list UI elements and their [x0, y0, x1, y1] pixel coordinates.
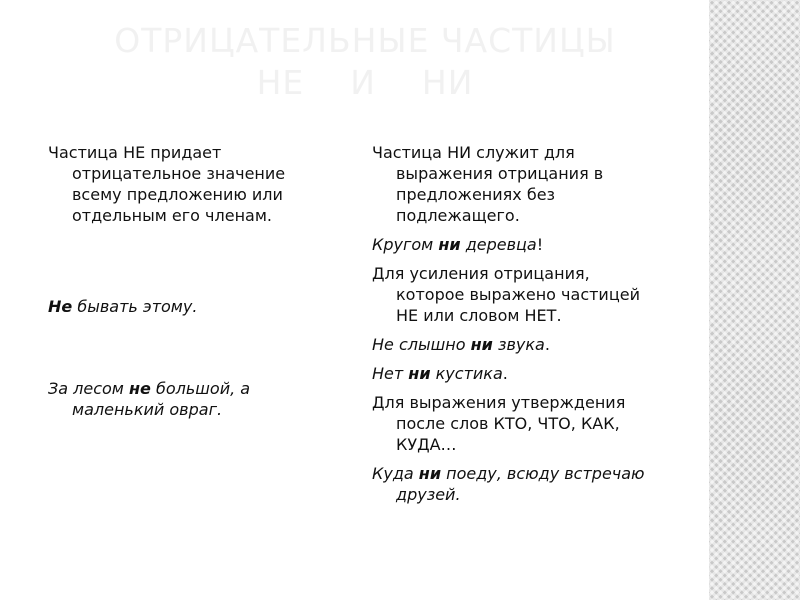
example-text: большой, а маленький овраг.	[72, 379, 251, 419]
example-text: За лесом	[48, 379, 129, 398]
example-text: Нет	[372, 364, 409, 383]
right-rule-text-2: Для усиления отрицания, которое выражено частицей НЕ или словом НЕТ.	[372, 264, 640, 325]
slide-title-line-1: ОТРИЦАТЕЛЬНЫЕ ЧАСТИЦЫ	[114, 21, 616, 60]
left-column	[48, 142, 338, 420]
example-text: Не слышно	[372, 335, 471, 354]
example-text: поеду, всюду встречаю друзей.	[396, 464, 645, 504]
example-text: кустика	[430, 364, 503, 383]
right-example-2	[372, 334, 662, 355]
example-punctuation: !	[536, 235, 544, 254]
particle-bold: ни	[470, 335, 493, 354]
slide-title-line-2: НЕ И НИ	[256, 63, 474, 102]
example-text: бывать этому.	[72, 297, 198, 316]
example-text: звука	[492, 335, 545, 354]
particle-bold: ни	[418, 464, 442, 483]
left-rule-text: Частица НЕ придает отрицательное значение всему предложению или отдельным его членам.	[48, 143, 286, 225]
example-punctuation: .	[502, 364, 508, 383]
example-text: деревца	[460, 235, 537, 254]
example-punctuation: .	[544, 335, 550, 354]
left-example-2	[48, 378, 338, 420]
slide-title	[40, 20, 690, 104]
particle-bold: Не	[48, 297, 73, 316]
right-example-3	[372, 363, 662, 384]
particle-bold: ни	[438, 235, 461, 254]
right-rule-text-1: Частица НИ служит для выражения отрицания в предложениях без подлежащего.	[372, 143, 604, 225]
right-example-1	[372, 234, 662, 255]
left-example-1	[48, 296, 338, 317]
decorative-side-strip	[709, 0, 800, 600]
example-text: Кругом	[372, 235, 439, 254]
right-column	[372, 142, 662, 513]
particle-bold: не	[128, 379, 151, 398]
example-text: Куда	[372, 464, 419, 483]
right-example-4	[372, 463, 662, 505]
right-rule-text-3: Для выражения утверждения после слов КТО, ЧТО, КАК, КУДА…	[372, 393, 626, 454]
particle-bold: ни	[408, 364, 431, 383]
